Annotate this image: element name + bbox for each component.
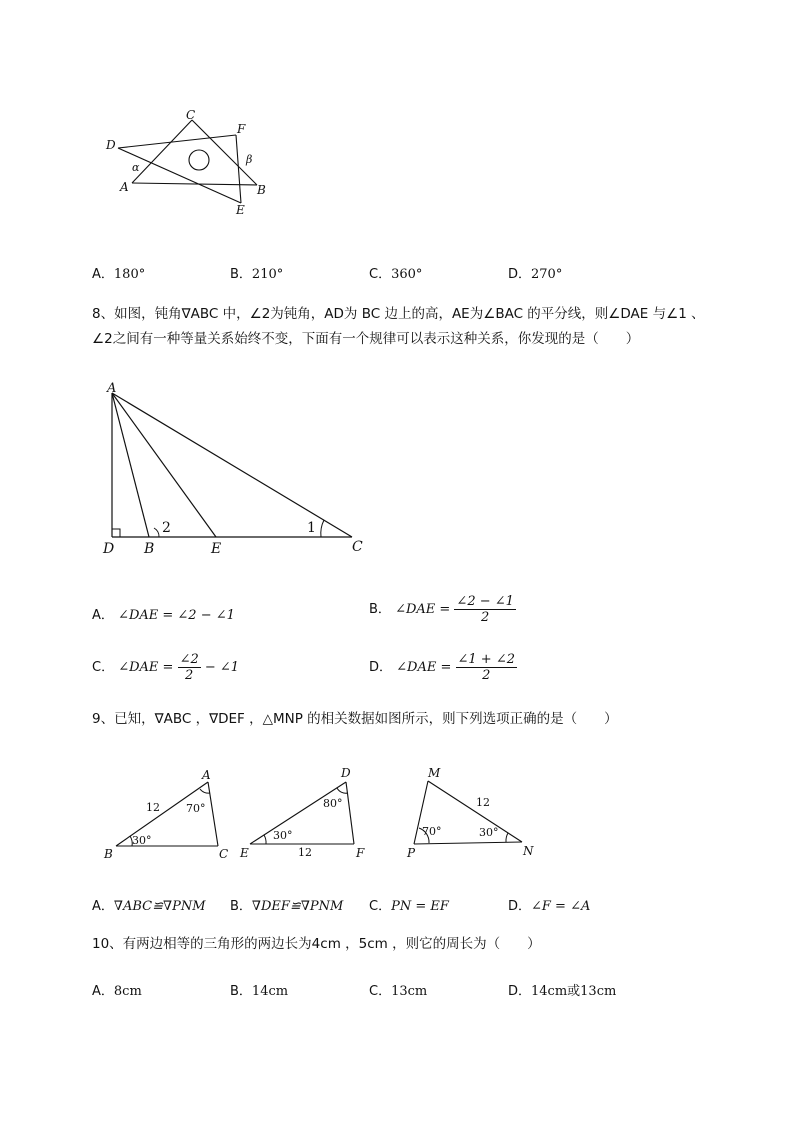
- option-lhs: ∠DAE =: [118, 660, 174, 675]
- q7-option-b[interactable]: [230, 263, 283, 282]
- label-A: A: [120, 180, 129, 194]
- option-letter: A．: [92, 984, 114, 999]
- q9-option-b[interactable]: [230, 895, 343, 914]
- option-expression: ∠DAE = ∠2 − ∠1: [118, 608, 235, 623]
- fraction: [178, 652, 201, 683]
- label-D: D: [103, 541, 115, 557]
- label-F: F: [356, 846, 365, 860]
- label-E: E: [240, 846, 249, 860]
- label-M: M: [428, 766, 441, 780]
- label-F: F: [237, 122, 246, 136]
- q9-option-c[interactable]: [369, 895, 449, 914]
- angle-1-label: 1: [307, 520, 316, 536]
- q8-option-c[interactable]: [92, 652, 239, 683]
- angle-label: 80°: [323, 797, 343, 810]
- q10-option-b[interactable]: [230, 980, 288, 999]
- side-length-label: 12: [298, 846, 312, 859]
- label-P: P: [407, 846, 416, 860]
- option-letter: A．: [92, 608, 114, 623]
- option-lhs: ∠DAE =: [395, 602, 451, 617]
- option-text: 14cm或13cm: [531, 984, 617, 999]
- option-letter: D．: [508, 984, 532, 999]
- option-letter: D．: [508, 899, 532, 914]
- q8-option-b[interactable]: [369, 594, 516, 625]
- q8-option-a[interactable]: [92, 604, 235, 623]
- option-text: 8cm: [113, 984, 142, 999]
- q9-option-d[interactable]: [508, 895, 590, 914]
- option-letter: B．: [230, 984, 252, 999]
- label-B: B: [257, 183, 266, 197]
- angle-label: 30°: [132, 834, 152, 847]
- label-D: D: [341, 766, 351, 780]
- q8-question-line-2: ∠2之间有一种等量关系始终不变，下面有一个规律可以表示这种关系，你发现的是（ ）: [92, 331, 640, 347]
- option-letter: C．: [92, 660, 115, 675]
- side-length-label: 12: [476, 796, 490, 809]
- fraction-numerator: ∠1 + ∠2: [457, 652, 515, 667]
- angle-label: 70°: [186, 802, 206, 815]
- q10-option-a[interactable]: [92, 980, 142, 999]
- option-letter: C．: [369, 899, 392, 914]
- q8-option-d[interactable]: [369, 652, 517, 683]
- option-tail: − ∠1: [204, 660, 240, 675]
- angle-2-label: 2: [162, 520, 171, 536]
- q9-figure: [98, 762, 548, 862]
- q9-option-a[interactable]: [92, 895, 206, 914]
- option-letter: D．: [508, 267, 532, 282]
- label-C: C: [352, 539, 363, 555]
- q7-option-d[interactable]: [508, 263, 562, 282]
- option-text: ∇ABC≌∇PNM: [113, 899, 206, 914]
- label-E: E: [211, 541, 222, 557]
- fraction: [456, 652, 517, 683]
- q10-question: 10、有两边相等的三角形的两边长为4cm ，5cm ，则它的周长为（ ）: [92, 936, 541, 952]
- option-letter: B．: [230, 267, 252, 282]
- option-text: 360°: [391, 267, 423, 282]
- option-letter: B．: [369, 602, 391, 617]
- label-A: A: [202, 768, 211, 782]
- option-text: 14cm: [251, 984, 289, 999]
- q7-figure: [100, 105, 280, 220]
- option-letter: A．: [92, 899, 114, 914]
- label-C: C: [186, 108, 196, 122]
- label-C: C: [219, 847, 229, 861]
- angle-label: 70°: [422, 825, 442, 838]
- option-text: 270°: [531, 267, 563, 282]
- q7-option-a[interactable]: [92, 263, 145, 282]
- q7-option-c[interactable]: [369, 263, 422, 282]
- label-E: E: [236, 203, 245, 217]
- fraction-numerator: ∠2 − ∠1: [456, 594, 514, 609]
- option-letter: D．: [369, 660, 393, 675]
- fraction-numerator: ∠2: [179, 652, 199, 667]
- side-length-label: 12: [146, 801, 160, 814]
- option-letter: C．: [369, 267, 392, 282]
- option-letter: A．: [92, 267, 114, 282]
- fraction-denominator: 2: [185, 668, 194, 683]
- q8-question-line-1: 8、如图，钝角∇ABC 中，∠2为钝角，AD为 BC 边上的高，AE为∠BAC 的平分线，则∠DAE 与∠1 、: [92, 306, 705, 322]
- label-N: N: [523, 844, 534, 858]
- option-letter: B．: [230, 899, 252, 914]
- label-D: D: [106, 138, 116, 152]
- option-text: ∇DEF≌∇PNM: [251, 899, 344, 914]
- fraction-denominator: 2: [481, 610, 490, 625]
- q9-question: 9、已知，∇ABC ，∇DEF ，△MNP 的相关数据如图所示，则下列选项正确的是（ ）: [92, 711, 618, 727]
- label-beta: β: [246, 153, 253, 166]
- q10-option-d[interactable]: [508, 980, 616, 999]
- option-text: 13cm: [391, 984, 428, 999]
- option-text: PN = EF: [391, 899, 449, 914]
- fraction-denominator: 2: [482, 668, 491, 683]
- label-B: B: [104, 847, 113, 861]
- q8-figure: [98, 382, 370, 557]
- option-text: ∠F = ∠A: [531, 899, 591, 914]
- q10-option-c[interactable]: [369, 980, 427, 999]
- option-letter: C．: [369, 984, 392, 999]
- option-lhs: ∠DAE =: [396, 660, 452, 675]
- option-text: 180°: [113, 267, 146, 282]
- label-A: A: [107, 382, 117, 396]
- label-alpha: α: [132, 161, 140, 174]
- fraction: [454, 594, 515, 625]
- angle-label: 30°: [479, 826, 499, 839]
- label-B: B: [144, 541, 155, 557]
- option-text: 210°: [251, 267, 284, 282]
- angle-label: 30°: [273, 829, 293, 842]
